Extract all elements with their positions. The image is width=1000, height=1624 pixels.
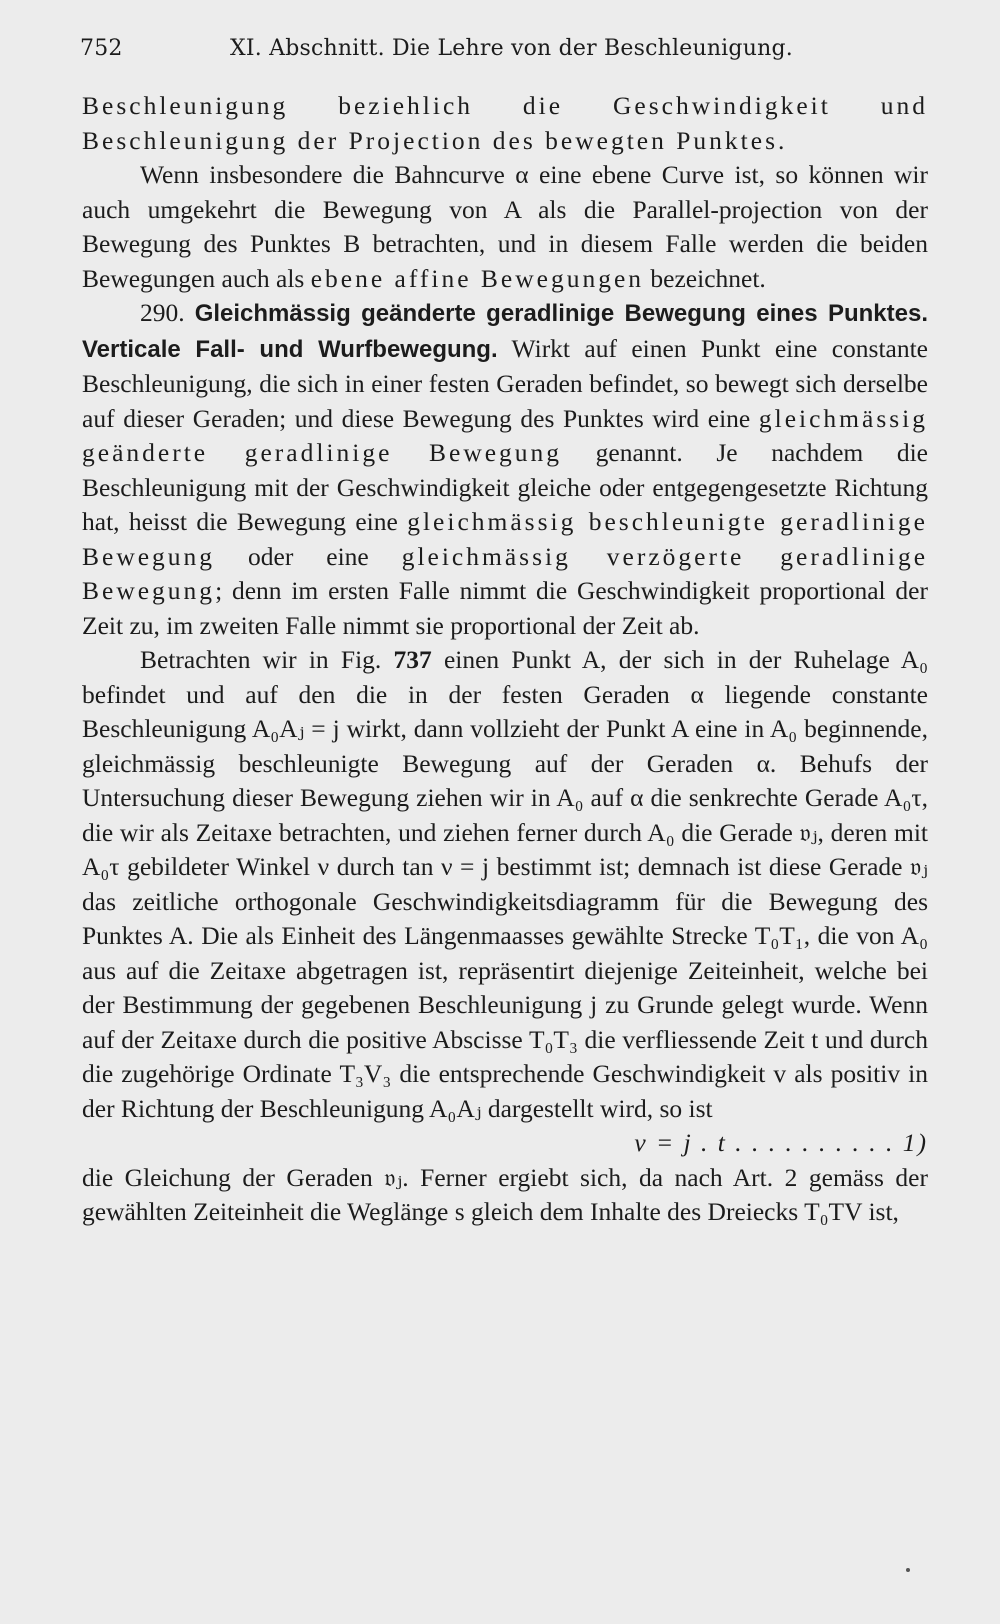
paragraph-2-text-c: bezeichnet. <box>644 263 766 293</box>
paragraph-figure-737 <box>82 643 928 1126</box>
paragraph-4-text-a: Betrachten wir in Fig. <box>140 645 394 674</box>
section-290-text-g: ; denn im ersten Falle nimmt die Geschwindigkeit proportional der Zeit zu, im zweiten Falle nimmt sie proportional der Zeit ab. <box>82 576 928 640</box>
emphasis-gleichmaessig-verzoegert: gleichmässig verzögerte geradlinige Bewegung <box>82 541 929 605</box>
paragraph-4-text-b: einen Punkt A, der sich in der Ruhelage A₀ befindet und auf den die in der festen Geraden α liegende constante Beschleunigung A₀Aⱼ = j wirkt, dann vollzieht der Punkt A eine in A₀ beginnende, gleichmässig beschleunigte Bewegung auf der Geraden α. Behufs der Untersuchung dieser Bewegung ziehen wir in A₀ auf α die senkrechte Gerade A₀τ, die wir als Zeitaxe betrachten, und ziehen ferner durch A₀ die Gerade 𝔳ⱼ, deren mit A₀τ gebildeter Winkel ν durch tan ν = j bestimmt ist; demnach ist diese Gerade 𝔳ⱼ das zeitliche orthogonale Geschwindigkeitsdiagramm für die Bewegung des Punktes A. Die als Einheit des Längenmaasses gewählte Strecke T₀T₁, die von A₀ aus auf die Zeitaxe abgetragen ist, repräsentirt diejenige Zeiteinheit, welche bei der Bestimmung der gegebenen Beschleunigung j zu Grunde gelegt wurde. Wenn auf der Zeitaxe durch die positive Abscisse T₀T₃ die verfliessende Zeit t und durch die zugehörige Ordinate T₃V₃ die entsprechende Geschwindigkeit v als positiv in der Richtung der Beschleunigung A₀Aⱼ dargestellt wird, so ist <box>82 645 928 1123</box>
paragraph-2-text-a: Wenn insbesondere die Bahncurve α eine ebene Curve ist, so können wir auch umgekehrt die Bewegung von A als die Parallel-projection von der Bewegung des Punktes B betrachten, und in diesem Falle werden die beiden Bewegungen auch als <box>82 160 928 293</box>
section-290 <box>82 296 928 643</box>
figure-reference: 737 <box>393 645 432 674</box>
section-title: Gleichmässig geänderte geradlinige Bewegung eines Punktes. Verticale Fall- und Wurfbewegung. <box>82 300 928 363</box>
paragraph-continuation <box>82 89 928 158</box>
paragraph-after-equation: die Gleichung der Geraden 𝔳ⱼ. Ferner ergiebt sich, da nach Art. 2 gemäss der gewählten Zeiteinheit die Weglänge s gleich dem Inhalte des Dreiecks T₀TV ist, <box>82 1162 928 1226</box>
emphasis-ebene-affine: ebene affine Bewegungen <box>310 263 645 293</box>
emphasis-gleichmaessig-geaendert: gleichmässig geänderte geradlinige Bewegung <box>82 403 928 467</box>
section-290-text-a: Wirkt auf einen Punkt eine constante Beschleunigung, die sich in einer festen Geraden befindet, so bewegt sich derselbe auf dieser Geraden; und diese Bewegung des Punktes wird eine <box>82 333 928 433</box>
running-head: XI. Abschnitt. Die Lehre von der Beschleunigung. <box>230 36 793 61</box>
equation-1: v = j . t . . . . . . . . . . 1) <box>634 1128 928 1157</box>
section-290-text-c: genannt. Je nachdem die Beschleunigung mit der Geschwindigkeit gleiche oder entgegengesetzte Richtung hat, heisst die Bewegung eine <box>82 438 928 536</box>
paragraph-1-text: Beschleunigung beziehlich die Geschwindigkeit und Beschleunigung der Projection des bewegten Punktes. <box>82 91 928 155</box>
body-text <box>82 89 928 1230</box>
page-number: 752 <box>80 36 123 61</box>
emphasis-gleichmaessig-beschleunigt: gleichmässig beschleunigte geradlinige Bewegung <box>82 507 929 571</box>
paragraph-affine-motion <box>82 158 928 296</box>
section-290-text-e: oder eine <box>215 541 402 571</box>
ink-speck <box>906 1568 910 1572</box>
section-number: 290. <box>140 298 185 327</box>
